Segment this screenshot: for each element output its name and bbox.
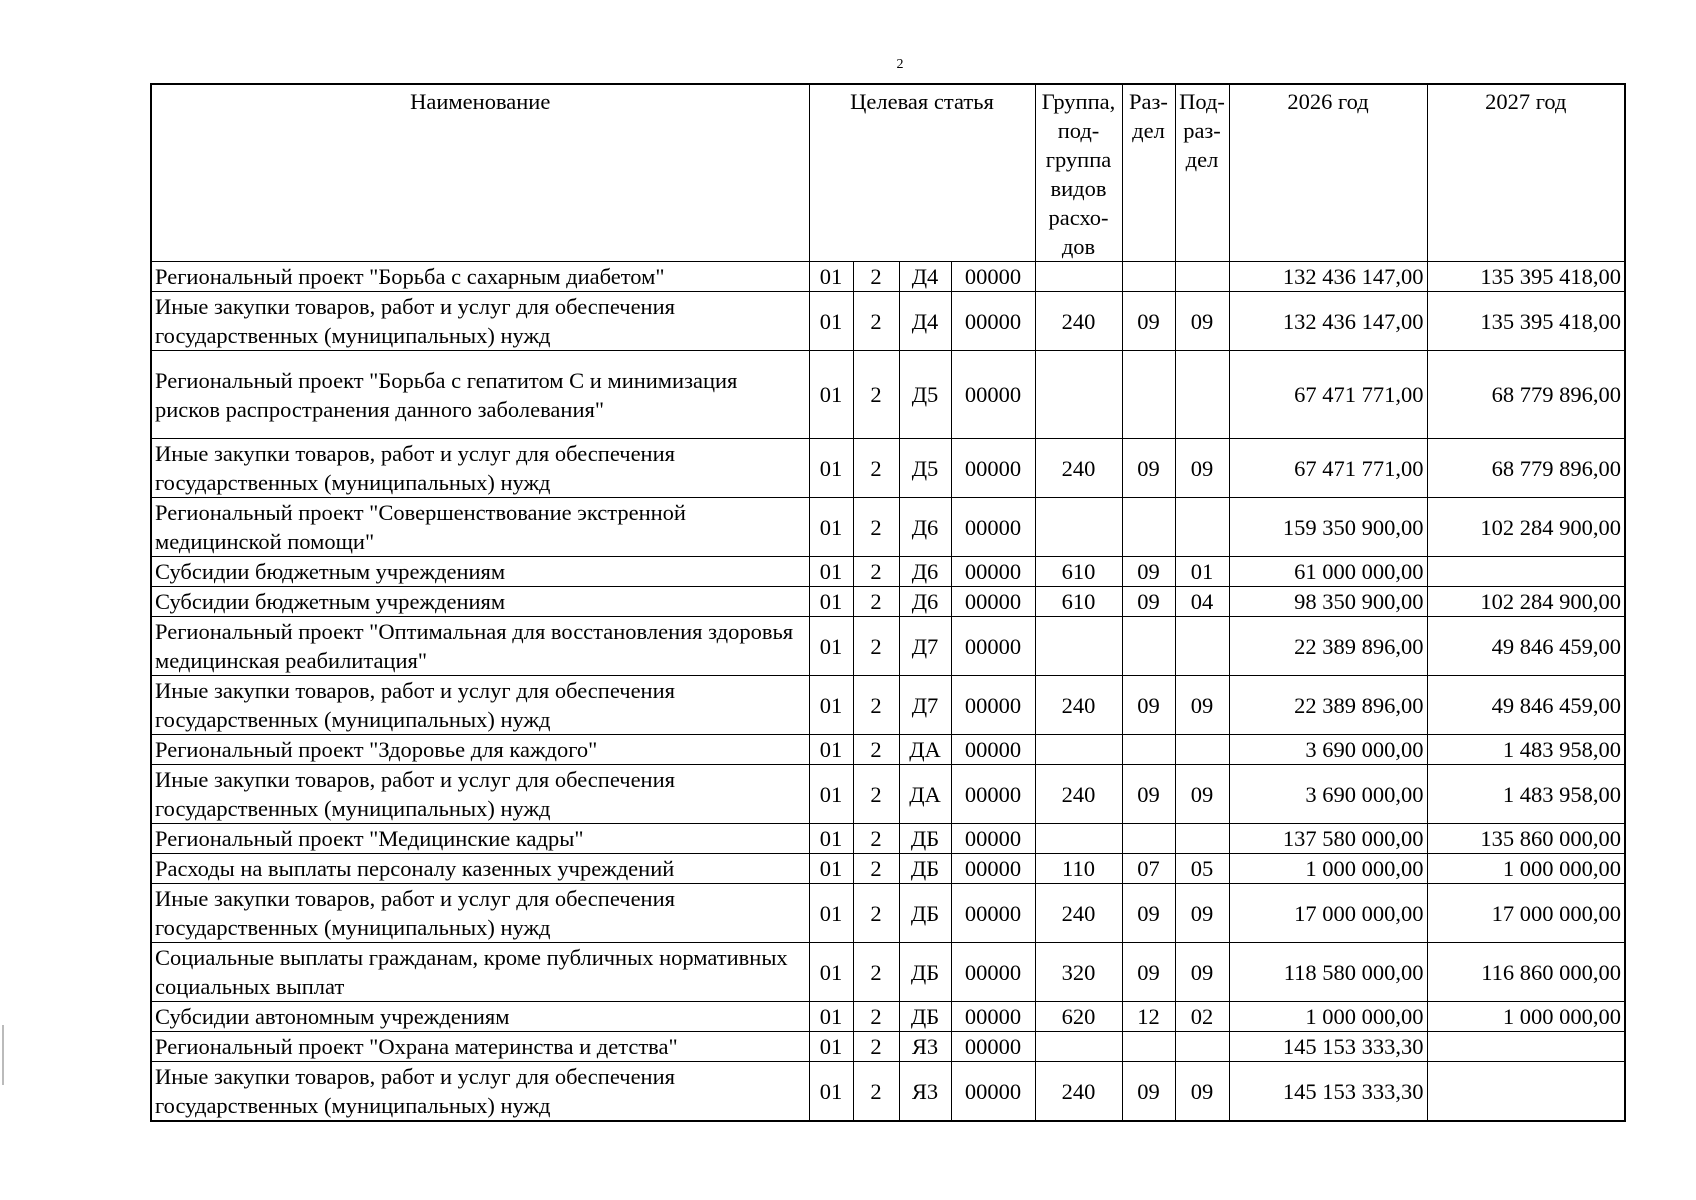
table-row <box>151 676 1625 735</box>
target-code-project: ДБ <box>899 824 951 854</box>
amount-2027 <box>1427 557 1625 587</box>
section-code: 09 <box>1122 557 1175 587</box>
target-code-subprogram: 2 <box>853 943 899 1002</box>
amount-2026: 3 690 000,00 <box>1229 765 1427 824</box>
amount-2027: 1 000 000,00 <box>1427 854 1625 884</box>
subsection-code <box>1175 351 1229 439</box>
amount-2027: 1 483 958,00 <box>1427 735 1625 765</box>
row-name: Иные закупки товаров, работ и услуг для обеспечения государственных (муниципальных) нужд <box>151 1062 809 1122</box>
target-code-project: ДА <box>899 765 951 824</box>
target-code-program: 01 <box>809 587 853 617</box>
row-name: Региональный проект "Оптимальная для восстановления здоровья медицинская реабилитация" <box>151 617 809 676</box>
page-number: 2 <box>896 57 904 72</box>
subsection-code: 09 <box>1175 884 1229 943</box>
target-code-direction: 00000 <box>951 292 1035 351</box>
amount-2027: 135 395 418,00 <box>1427 262 1625 292</box>
target-code-program: 01 <box>809 1032 853 1062</box>
amount-2027: 49 846 459,00 <box>1427 617 1625 676</box>
target-code-direction: 00000 <box>951 676 1035 735</box>
subsection-code: 02 <box>1175 1002 1229 1032</box>
target-code-subprogram: 2 <box>853 617 899 676</box>
target-code-subprogram: 2 <box>853 351 899 439</box>
target-code-program: 01 <box>809 884 853 943</box>
amount-2026: 1 000 000,00 <box>1229 1002 1427 1032</box>
expense-group: 240 <box>1035 884 1122 943</box>
target-code-direction: 00000 <box>951 824 1035 854</box>
target-code-project: Д4 <box>899 262 951 292</box>
section-code <box>1122 617 1175 676</box>
target-code-program: 01 <box>809 676 853 735</box>
amount-2027: 68 779 896,00 <box>1427 351 1625 439</box>
amount-2027: 1 483 958,00 <box>1427 765 1625 824</box>
expense-group: 620 <box>1035 1002 1122 1032</box>
row-name: Региональный проект "Медицинские кадры" <box>151 824 809 854</box>
row-name: Иные закупки товаров, работ и услуг для обеспечения государственных (муниципальных) нужд <box>151 676 809 735</box>
table-row <box>151 498 1625 557</box>
target-code-direction: 00000 <box>951 617 1035 676</box>
target-code-direction: 00000 <box>951 557 1035 587</box>
target-code-project: ДБ <box>899 884 951 943</box>
row-name: Иные закупки товаров, работ и услуг для обеспечения государственных (муниципальных) нужд <box>151 439 809 498</box>
amount-2026: 22 389 896,00 <box>1229 617 1427 676</box>
amount-2027: 49 846 459,00 <box>1427 676 1625 735</box>
target-code-project: Д6 <box>899 498 951 557</box>
section-code: 09 <box>1122 439 1175 498</box>
target-code-program: 01 <box>809 765 853 824</box>
amount-2027: 102 284 900,00 <box>1427 587 1625 617</box>
section-code: 09 <box>1122 765 1175 824</box>
target-code-program: 01 <box>809 854 853 884</box>
row-name: Региональный проект "Борьба с сахарным диабетом" <box>151 262 809 292</box>
subsection-code <box>1175 498 1229 557</box>
target-code-project: ДБ <box>899 943 951 1002</box>
table-row <box>151 351 1625 439</box>
table-row <box>151 854 1625 884</box>
row-name: Региональный проект "Борьба с гепатитом С и минимизация рисков распространения данного заболевания" <box>151 351 809 439</box>
amount-2026: 67 471 771,00 <box>1229 439 1427 498</box>
amount-2026: 159 350 900,00 <box>1229 498 1427 557</box>
target-code-program: 01 <box>809 439 853 498</box>
table-row <box>151 292 1625 351</box>
target-code-subprogram: 2 <box>853 1002 899 1032</box>
section-code: 09 <box>1122 676 1175 735</box>
row-name: Субсидии бюджетным учреждениям <box>151 587 809 617</box>
target-code-direction: 00000 <box>951 854 1035 884</box>
target-code-direction: 00000 <box>951 439 1035 498</box>
amount-2027 <box>1427 1062 1625 1122</box>
target-code-subprogram: 2 <box>853 292 899 351</box>
subsection-code: 05 <box>1175 854 1229 884</box>
amount-2026: 61 000 000,00 <box>1229 557 1427 587</box>
amount-2026: 118 580 000,00 <box>1229 943 1427 1002</box>
expense-group: 320 <box>1035 943 1122 1002</box>
amount-2027: 17 000 000,00 <box>1427 884 1625 943</box>
margin-mark <box>2 1025 4 1085</box>
amount-2027: 68 779 896,00 <box>1427 439 1625 498</box>
subsection-code: 01 <box>1175 557 1229 587</box>
row-name: Региональный проект "Совершенствование экстренной медицинской помощи" <box>151 498 809 557</box>
row-name: Иные закупки товаров, работ и услуг для обеспечения государственных (муниципальных) нужд <box>151 765 809 824</box>
amount-2026: 145 153 333,30 <box>1229 1062 1427 1122</box>
expense-group: 610 <box>1035 557 1122 587</box>
subsection-code: 09 <box>1175 1062 1229 1122</box>
target-code-subprogram: 2 <box>853 854 899 884</box>
header-year-2026: 2026 год <box>1229 84 1427 262</box>
target-code-direction: 00000 <box>951 498 1035 557</box>
target-code-project: ДБ <box>899 1002 951 1032</box>
target-code-direction: 00000 <box>951 735 1035 765</box>
table-row <box>151 587 1625 617</box>
target-code-subprogram: 2 <box>853 1062 899 1122</box>
expense-group <box>1035 351 1122 439</box>
amount-2026: 3 690 000,00 <box>1229 735 1427 765</box>
row-name: Социальные выплаты гражданам, кроме публичных нормативных социальных выплат <box>151 943 809 1002</box>
table-row <box>151 617 1625 676</box>
header-row <box>151 84 1625 262</box>
amount-2027: 135 860 000,00 <box>1427 824 1625 854</box>
target-code-project: ДА <box>899 735 951 765</box>
amount-2027: 1 000 000,00 <box>1427 1002 1625 1032</box>
target-code-subprogram: 2 <box>853 439 899 498</box>
table-row <box>151 1032 1625 1062</box>
section-code: 09 <box>1122 943 1175 1002</box>
subsection-code: 04 <box>1175 587 1229 617</box>
section-code: 09 <box>1122 587 1175 617</box>
expense-group <box>1035 498 1122 557</box>
target-code-subprogram: 2 <box>853 884 899 943</box>
section-code: 09 <box>1122 292 1175 351</box>
section-code: 09 <box>1122 884 1175 943</box>
table-row <box>151 765 1625 824</box>
target-code-subprogram: 2 <box>853 557 899 587</box>
target-code-subprogram: 2 <box>853 587 899 617</box>
subsection-code: 09 <box>1175 943 1229 1002</box>
target-code-direction: 00000 <box>951 884 1035 943</box>
target-code-subprogram: 2 <box>853 765 899 824</box>
table-row <box>151 943 1625 1002</box>
target-code-subprogram: 2 <box>853 676 899 735</box>
target-code-program: 01 <box>809 735 853 765</box>
row-name: Субсидии автономным учреждениям <box>151 1002 809 1032</box>
target-code-direction: 00000 <box>951 943 1035 1002</box>
table-row <box>151 1002 1625 1032</box>
table-row <box>151 439 1625 498</box>
table-row <box>151 735 1625 765</box>
target-code-project: Я3 <box>899 1032 951 1062</box>
target-code-direction: 00000 <box>951 1032 1035 1062</box>
subsection-code: 09 <box>1175 676 1229 735</box>
target-code-subprogram: 2 <box>853 498 899 557</box>
target-code-direction: 00000 <box>951 587 1035 617</box>
amount-2026: 132 436 147,00 <box>1229 292 1427 351</box>
section-code <box>1122 351 1175 439</box>
row-name: Региональный проект "Здоровье для каждого" <box>151 735 809 765</box>
expense-group: 240 <box>1035 1062 1122 1122</box>
target-code-project: Д4 <box>899 292 951 351</box>
expense-group <box>1035 617 1122 676</box>
row-name: Иные закупки товаров, работ и услуг для обеспечения государственных (муниципальных) нужд <box>151 292 809 351</box>
target-code-project: Д6 <box>899 587 951 617</box>
expense-group: 240 <box>1035 439 1122 498</box>
header-target-article: Целевая статья <box>809 84 1035 262</box>
expense-group: 240 <box>1035 765 1122 824</box>
section-code <box>1122 824 1175 854</box>
subsection-code <box>1175 1032 1229 1062</box>
section-code <box>1122 262 1175 292</box>
target-code-project: Я3 <box>899 1062 951 1122</box>
target-code-program: 01 <box>809 943 853 1002</box>
header-section: Раз-дел <box>1122 84 1175 262</box>
expense-group: 240 <box>1035 676 1122 735</box>
expense-group: 110 <box>1035 854 1122 884</box>
table-row <box>151 824 1625 854</box>
section-code: 07 <box>1122 854 1175 884</box>
target-code-project: Д5 <box>899 351 951 439</box>
target-code-program: 01 <box>809 557 853 587</box>
target-code-project: Д5 <box>899 439 951 498</box>
amount-2027: 102 284 900,00 <box>1427 498 1625 557</box>
target-code-subprogram: 2 <box>853 824 899 854</box>
row-name: Субсидии бюджетным учреждениям <box>151 557 809 587</box>
expense-group <box>1035 262 1122 292</box>
table-row <box>151 1062 1625 1122</box>
expense-group <box>1035 735 1122 765</box>
target-code-program: 01 <box>809 1002 853 1032</box>
target-code-program: 01 <box>809 498 853 557</box>
amount-2026: 22 389 896,00 <box>1229 676 1427 735</box>
expense-group: 610 <box>1035 587 1122 617</box>
target-code-direction: 00000 <box>951 1002 1035 1032</box>
expense-group: 240 <box>1035 292 1122 351</box>
section-code: 09 <box>1122 1062 1175 1122</box>
header-year-2027: 2027 год <box>1427 84 1625 262</box>
target-code-program: 01 <box>809 292 853 351</box>
table-body <box>151 262 1625 1122</box>
amount-2026: 17 000 000,00 <box>1229 884 1427 943</box>
target-code-direction: 00000 <box>951 262 1035 292</box>
target-code-program: 01 <box>809 617 853 676</box>
target-code-project: Д6 <box>899 557 951 587</box>
target-code-program: 01 <box>809 1062 853 1122</box>
target-code-project: Д7 <box>899 676 951 735</box>
subsection-code <box>1175 735 1229 765</box>
target-code-subprogram: 2 <box>853 1032 899 1062</box>
subsection-code <box>1175 824 1229 854</box>
amount-2026: 145 153 333,30 <box>1229 1032 1427 1062</box>
table-row <box>151 262 1625 292</box>
expense-group <box>1035 1032 1122 1062</box>
subsection-code: 09 <box>1175 292 1229 351</box>
target-code-direction: 00000 <box>951 351 1035 439</box>
section-code <box>1122 735 1175 765</box>
header-group: Группа, под-группа видов расхо-дов <box>1035 84 1122 262</box>
row-name: Иные закупки товаров, работ и услуг для обеспечения государственных (муниципальных) нужд <box>151 884 809 943</box>
target-code-direction: 00000 <box>951 765 1035 824</box>
target-code-project: ДБ <box>899 854 951 884</box>
table-row <box>151 557 1625 587</box>
section-code <box>1122 1032 1175 1062</box>
target-code-project: Д7 <box>899 617 951 676</box>
section-code <box>1122 498 1175 557</box>
amount-2027: 116 860 000,00 <box>1427 943 1625 1002</box>
target-code-subprogram: 2 <box>853 735 899 765</box>
target-code-direction: 00000 <box>951 1062 1035 1122</box>
target-code-program: 01 <box>809 824 853 854</box>
target-code-program: 01 <box>809 262 853 292</box>
budget-table <box>150 83 1626 1122</box>
header-subsection: Под-раз-дел <box>1175 84 1229 262</box>
subsection-code: 09 <box>1175 439 1229 498</box>
table-row <box>151 884 1625 943</box>
subsection-code: 09 <box>1175 765 1229 824</box>
section-code: 12 <box>1122 1002 1175 1032</box>
header-name: Наименование <box>151 84 809 262</box>
subsection-code <box>1175 617 1229 676</box>
amount-2026: 137 580 000,00 <box>1229 824 1427 854</box>
amount-2027: 135 395 418,00 <box>1427 292 1625 351</box>
expense-group <box>1035 824 1122 854</box>
row-name: Расходы на выплаты персоналу казенных учреждений <box>151 854 809 884</box>
target-code-subprogram: 2 <box>853 262 899 292</box>
target-code-program: 01 <box>809 351 853 439</box>
row-name: Региональный проект "Охрана материнства и детства" <box>151 1032 809 1062</box>
amount-2026: 67 471 771,00 <box>1229 351 1427 439</box>
subsection-code <box>1175 262 1229 292</box>
amount-2026: 98 350 900,00 <box>1229 587 1427 617</box>
amount-2026: 1 000 000,00 <box>1229 854 1427 884</box>
amount-2027 <box>1427 1032 1625 1062</box>
amount-2026: 132 436 147,00 <box>1229 262 1427 292</box>
